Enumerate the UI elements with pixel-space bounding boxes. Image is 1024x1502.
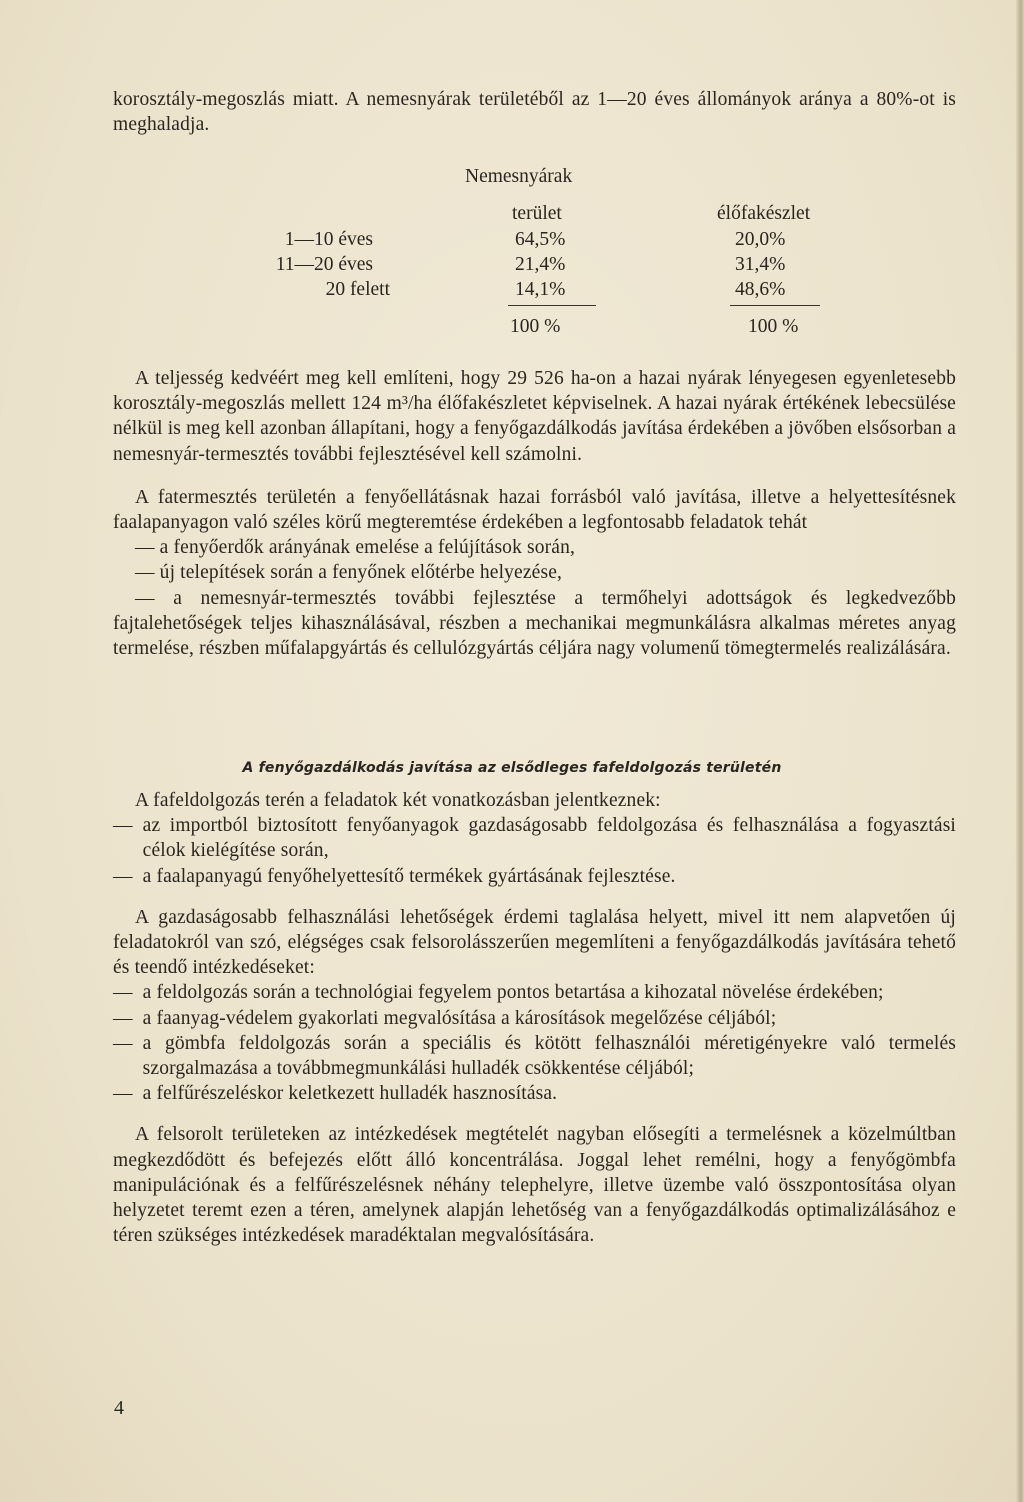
column-header-elofakeszlet: élőfakészlet	[717, 203, 811, 224]
list-item	[113, 864, 956, 889]
total-terulet: 100 %	[510, 316, 561, 337]
list-item: — új telepítések során a fenyőnek előtérbe helyezése,	[135, 562, 563, 584]
dash-mark: —	[113, 982, 133, 1004]
table-cell: 21,4%	[515, 254, 566, 275]
list-item-text: a gömbfa feldolgozás során a speciális és kötött felhasználói méretigényekre való termelés szorgalmazása a továbbmegmunkálási hulladék csökkentése céljából;	[142, 1032, 956, 1080]
table-title: Nemesnyárak	[465, 166, 573, 187]
body-block-2	[113, 788, 956, 1248]
list-item-text: a feldolgozás során a technológiai fegyelem pontos betartása a kihozatal növelése érdekében;	[142, 982, 884, 1004]
list-item	[113, 980, 956, 1005]
paragraph: A gazdaságosabb felhasználási lehetőségek érdemi taglalása helyett, mivel itt nem alapvetően új feladatokról van szó, elégséges csak felsorolásszerűen megemlíteni a fenyőgazdálkodás javítására tehető és teendő intézkedéseket:	[113, 906, 956, 979]
dash-mark: —	[113, 1083, 133, 1105]
dash-mark: —	[113, 865, 133, 887]
page-number: 4	[114, 1397, 124, 1419]
dash-mark: —	[113, 1032, 133, 1054]
table-cell: 14,1%	[515, 279, 566, 300]
poplar-table	[0, 0, 1024, 340]
column-header-terulet: terület	[512, 203, 562, 224]
table-cell: 48,6%	[735, 279, 786, 300]
list-item: — a nemesnyár-termesztés további fejlesztése a termőhelyi adottságok és legkedvezőbb fajtalehetőségek teljes kihasználásával, részben a mechanikai megmunkálásra alkalmas méretes anyag termelése, részben műfalapgyártás és cellulózgyártás céljára nagy volumenű tömegtermelés realizálására.	[113, 587, 956, 660]
paragraph: A fatermesztés területén a fenyőellátásnak hazai forrásból való javítása, illetve a helyettesítésnek faalapanyagon való széles körű megteremtése érdekében a legfontosabb feladatok tehát	[113, 486, 956, 534]
row-label: 1—10 éves	[284, 229, 373, 250]
list-item-text: a faanyag-védelem gyakorlati megvalósítása a károsítások megelőzése céljából;	[142, 1007, 777, 1029]
dash-mark: —	[113, 815, 133, 837]
table-cell: 20,0%	[735, 229, 786, 250]
list-item	[113, 1031, 956, 1081]
total-elofakeszlet: 100 %	[748, 316, 799, 337]
body-block-1	[113, 366, 956, 661]
list-item	[113, 1006, 956, 1031]
intro-paragraph: korosztály-megoszlás miatt. A nemesnyárak területéből az 1—20 éves állományok aránya a 80%-ot is meghaladja.	[113, 89, 956, 136]
paragraph: A fafeldolgozás terén a feladatok két vonatkozásban jelentkeznek:	[135, 790, 661, 811]
sum-rule	[508, 305, 596, 306]
list-item	[113, 1081, 956, 1106]
row-label: 20 felett	[325, 279, 390, 300]
section-heading: A fenyőgazdálkodás javítása az elsődleges fafeldolgozás területén	[242, 760, 782, 776]
list-item	[113, 813, 956, 863]
table-cell: 31,4%	[735, 254, 786, 275]
dash-mark: —	[113, 1007, 133, 1029]
list-item-text: a faalapanyagú fenyőhelyettesítő termékek gyártásának fejlesztése.	[142, 865, 676, 887]
table-cell: 64,5%	[515, 229, 566, 250]
paragraph: A felsorolt területeken az intézkedések megtételét nagyban elősegíti a termelésnek a közelmúltban megkezdődött és befejezés előtt álló koncentrálása. Joggal lehet remélni, hogy a fenyőgömbfa manipulációnak és a felfűrészelésnek néhány telephelyre, illetve üzembe való összpontosítása olyan helyzetet teremt ezen a téren, amelynek alapján lehetőség van a fenyőgazdálkodás optimalizálásához e téren szükséges intézkedések maradéktalan megvalósítására.	[113, 1124, 956, 1247]
sum-rule	[730, 305, 820, 306]
list-item: — a fenyőerdők arányának emelése a felújítások során,	[135, 537, 576, 559]
paragraph: A teljesség kedvéért meg kell említeni, hogy 29 526 ha-on a hazai nyárak lényegesen egyenletesebb korosztály-megoszlás mellett 124 m³/ha élőfakészletet képviselnek. A hazai nyárak értékének lebecsülése nélkül is meg kell azonban állapítani, hogy a fenyőgazdálkodás javítása érdekében a jövőben elsősorban a nemesnyár-termesztés további fejlesztésével kell számolni.	[113, 368, 956, 465]
list-item-text: a felfűrészeléskor keletkezett hulladék hasznosítása.	[142, 1083, 558, 1105]
list-item-text: az importból biztosított fenyőanyagok gazdaságosabb feldolgozása és felhasználása a fogyasztási célok kielégítése során,	[142, 815, 956, 862]
row-label: 11—20 éves	[275, 254, 373, 275]
